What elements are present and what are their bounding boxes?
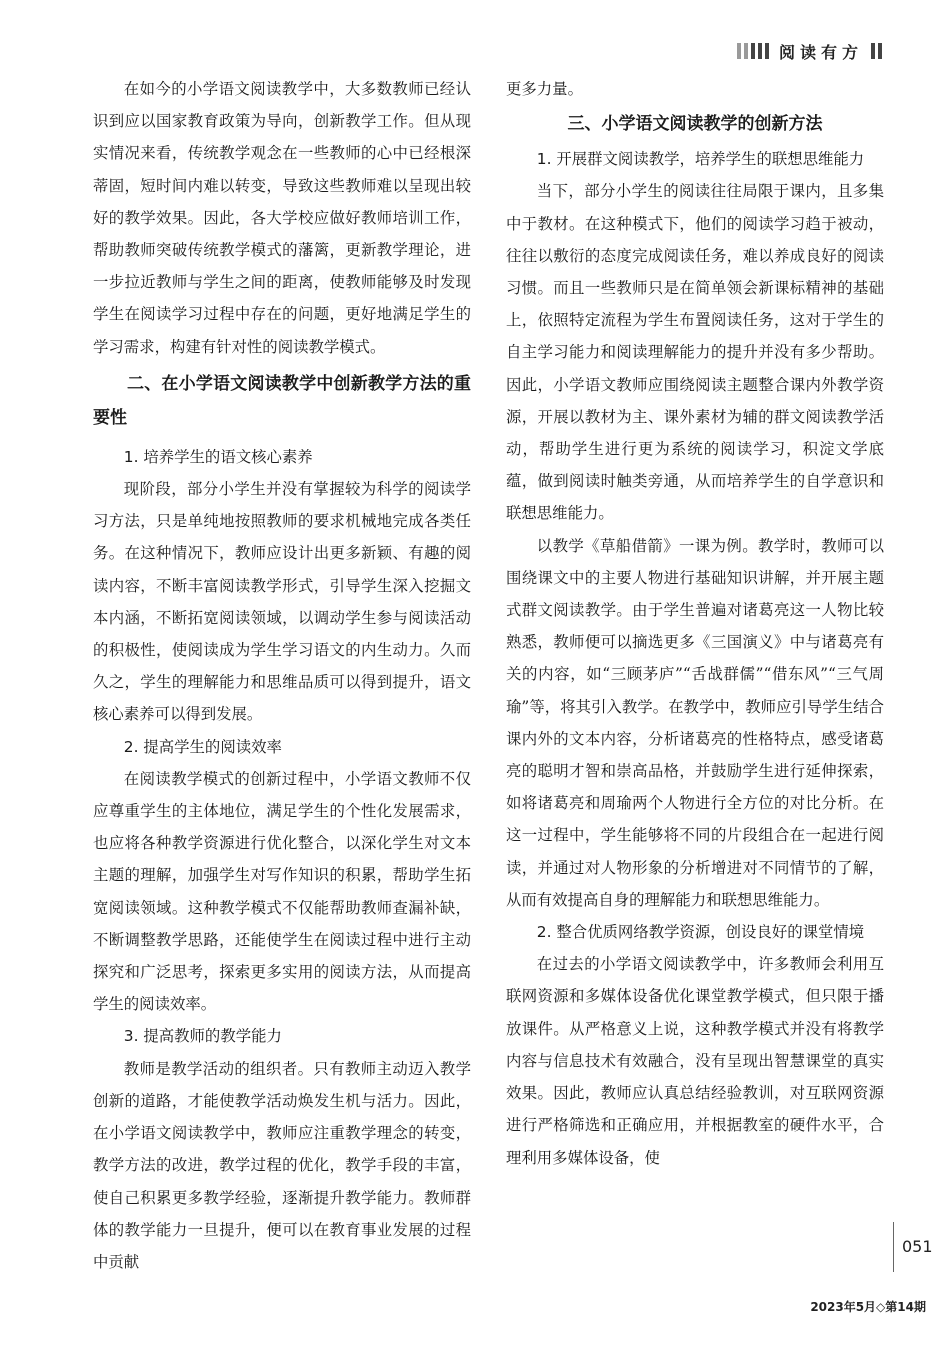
paragraph: 现阶段，部分小学生并没有掌握较为科学的阅读学习方法，只是单纯地按照教师的要求机械地完成各类任务。在这种情况下，教师应设计出更多新颖、有趣的阅读内容，不断丰富阅读教学形式，引导学生深入挖掘文本内涵，不断拓宽阅读领域，以调动学生参与阅读活动的积极性，使阅读成为学生学习语文的内生动力。久而久之，学生的理解能力和思维品质可以得到提升，语文核心素养可以得到发展。 — [93, 480, 471, 724]
paragraph: 在过去的小学语文阅读教学中，许多教师会利用互联网资源和多媒体设备优化课堂教学模式，但只限于播放课件。从严格意义上说，这种教学模式并没有将教学内容与信息技术有效融合，没有呈现出智慧课堂的真实效果。因此，教师应认真总结经验教训，对互联网资源进行严格筛选和正确应用，并根据教室的硬件水平，合理利用多媒体设备，使 — [506, 955, 884, 1167]
running-header — [737, 40, 882, 62]
header-decoration-left — [737, 43, 769, 59]
header-decoration-right — [871, 43, 882, 59]
paragraph: 教师是教学活动的组织者。只有教师主动迈入教学创新的道路，才能使教学活动焕发生机与活力。因此，在小学语文阅读教学中，教师应注重教学理念的转变，教学方法的改进，教学过程的优化，教学手段的丰富，使自己积累更多教学经验，逐渐提升教学能力。教师群体的教学能力一旦提升，便可以在教育事业发展的过程中贡献 — [93, 1059, 471, 1271]
subsection-heading: 2. 整合优质网络教学资源，创设良好的课堂情境 — [536, 923, 865, 942]
section-title: 阅读有方 — [778, 42, 863, 62]
subsection-heading: 2. 提高学生的阅读效率 — [123, 737, 282, 756]
section-heading: 二、在小学语文阅读教学中创新教学方法的重要性 — [93, 373, 471, 428]
paragraph: 在如今的小学语文阅读教学中，大多数教师已经认识到应以国家教育政策为导向，创新教学工作。但从现实情况来看，传统教学观念在一些教师的心中已经根深蒂固，短时间内难以转变，导致这些教师难以呈现出较好的教学效果。因此，各大学校应做好教师培训工作，帮助教师突破传统教学模式的藩篱，更新教学理论，进一步拉近教师与学生之间的距离，使教师能够及时发现学生在阅读学习过程中存在的问题，更好地满足学生的学习需求，构建有针对性的阅读教学模式。 — [93, 80, 471, 356]
subsection-heading: 1. 开展群文阅读教学，培养学生的联想思维能力 — [536, 150, 865, 169]
subsection-heading: 1. 培养学生的语文核心素养 — [123, 447, 313, 466]
paragraph: 以教学《草船借箭》一课为例。教学时，教师可以围绕课文中的主要人物进行基础知识讲解，并开展主题式群文阅读教学。由于学生普遍对诸葛亮这一人物比较熟悉，教师便可以摘选更多《三国演义》中与诸葛亮有关的内容，如“三顾茅庐”“舌战群儒”“借东风”“三气周瑜”等，将其引入教学。在教学中，教师应引导学生结合课内外的文本内容，分析诸葛亮的性格特点，感受诸葛亮的聪明才智和崇高品格，并鼓励学生进行延伸探索，如将诸葛亮和周瑜两个人物进行全方位的对比分析。在这一过程中，学生能够将不同的片段组合在一起进行阅读，并通过对人物形象的分析增进对不同情节的了解，从而有效提高自身的理解能力和联想思维能力。 — [506, 536, 884, 909]
paragraph: 在阅读教学模式的创新过程中，小学语文教师不仅应尊重学生的主体地位，满足学生的个性化发展需求，也应将各种教学资源进行优化整合，以深化学生对文本主题的理解，加强学生对写作知识的积累，帮助学生拓宽阅读领域。这种教学模式不仅能帮助教师查漏补缺，不断调整教学思路，还能使学生在阅读过程中进行主动探究和广泛思考，探索更多实用的阅读方法，从而提高学生的阅读效率。 — [93, 769, 471, 1014]
issue-info: 2023年5月◇第14期 — [810, 1300, 926, 1314]
subsection-heading: 3. 提高教师的教学能力 — [123, 1027, 282, 1046]
left-column — [93, 73, 471, 1278]
right-column — [506, 73, 884, 1174]
page-number: 051 — [893, 1222, 946, 1272]
paragraph-continuation: 更多力量。 — [506, 80, 583, 98]
section-heading: 三、小学语文阅读教学的创新方法 — [567, 114, 823, 135]
paragraph: 当下，部分小学生的阅读往往局限于课内，且多集中于教材。在这种模式下，他们的阅读学习趋于被动，往往以敷衍的态度完成阅读任务，难以养成良好的阅读习惯。而且一些教师只是在简单领会新课标精神的基础上，依照特定流程为学生布置阅读任务，这对于学生的自主学习能力和阅读理解能力的提升并没有多少帮助。因此，小学语文教师应围绕阅读主题整合课内外教学资源，开展以教材为主、课外素材为辅的群文阅读教学活动，帮助学生进行更为系统的阅读学习，积淀文学底蕴，做到阅读时触类旁通，从而培养学生的自学意识和联想思维能力。 — [506, 182, 884, 523]
